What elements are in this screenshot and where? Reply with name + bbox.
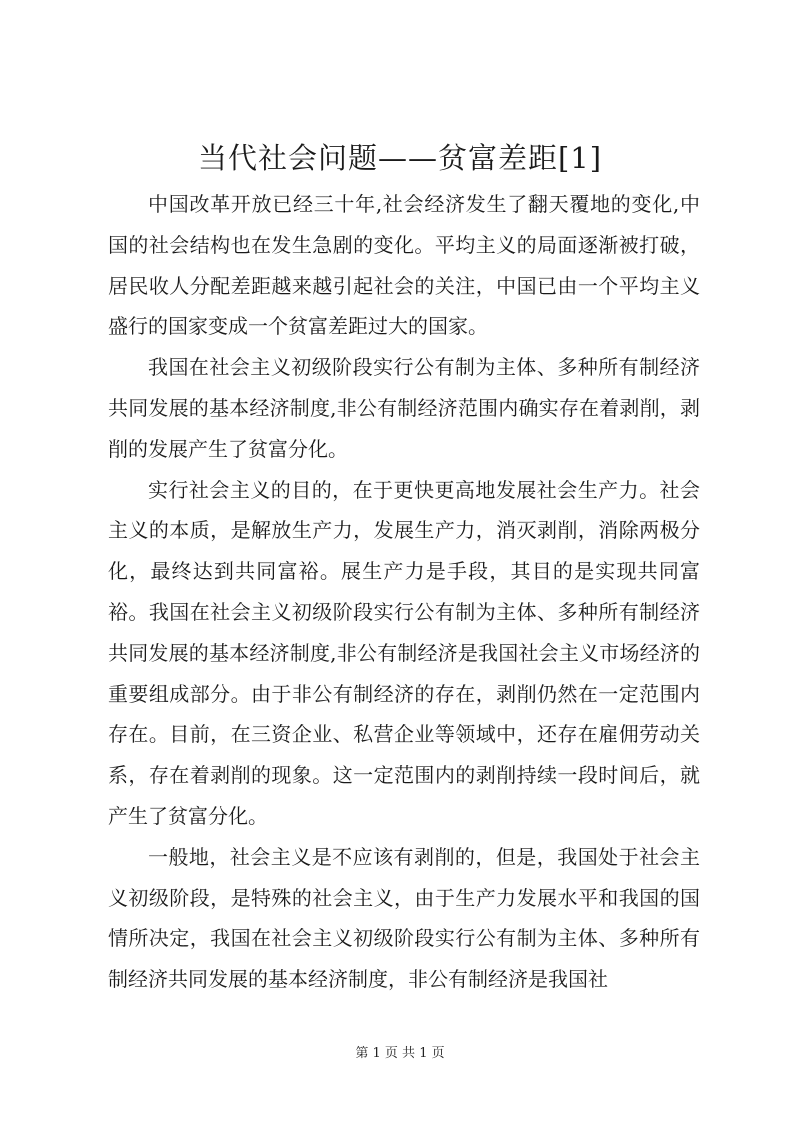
paragraph: 中国改革开放已经三十年,社会经济发生了翻天覆地的变化,中国的社会结构也在发生急剧的变化。平均主义的局面逐渐被打破，居民收人分配差距越来越引起社会的关注，中国已由一个平均主义盛行的国家变成一个贫富差距过大的国家。 bbox=[108, 192, 700, 339]
paragraph: 我国在社会主义初级阶段实行公有制为主体、多种所有制经济共同发展的基本经济制度,非公有制经济范围内确实存在着剥削，剥削的发展产生了贫富分化。 bbox=[108, 355, 700, 461]
page-footer: 第 1 页 共 1 页 bbox=[355, 1046, 445, 1061]
paragraph: 一般地，社会主义是不应该有剥削的，但是，我国处于社会主义初级阶段，是特殊的社会主义，由于生产力发展水平和我国的国情所决定，我国在社会主义初级阶段实行公有制为主体、多种所有制经济共同发展的基本经济制度，非公有制经济是我国社 bbox=[108, 844, 700, 992]
document-title: 当代社会问题——贫富差距[1] bbox=[197, 141, 603, 175]
document-body bbox=[108, 184, 700, 1000]
paragraph: 实行社会主义的目的，在于更快更高地发展社会生产力。社会主义的本质，是解放生产力，发展生产力，消灭剥削，消除两极分化，最终达到共同富裕。展生产力是手段，其目的是实现共同富裕。我国在社会主义初级阶段实行公有制为主体、多种所有制经济共同发展的基本经济制度,非公有制经济是我国社会主义市场经济的重要组成部分。由于非公有制经济的存在，剥削仍然在一定范围内存在。目前，在三资企业、私营企业等领域中，还存在雇佣劳动关系，存在着剥削的现象。这一定范围内的剥削持续一段时间后，就产生了贫富分化。 bbox=[108, 477, 700, 828]
